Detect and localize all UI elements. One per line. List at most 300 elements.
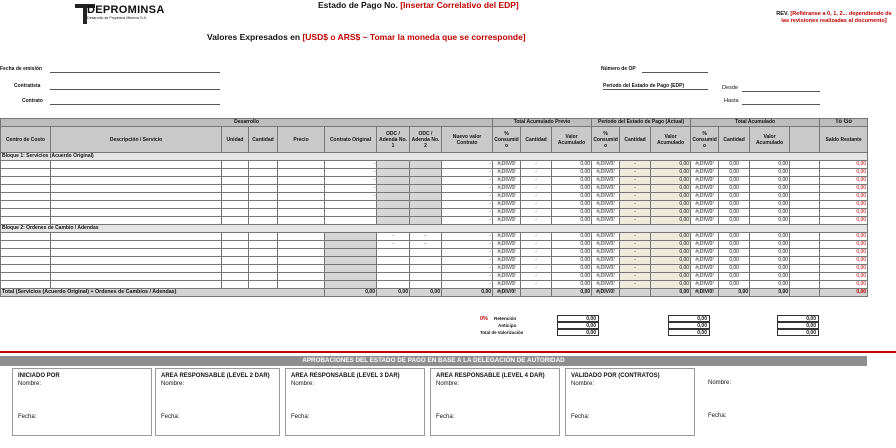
table-cell[interactable]: 0,00 bbox=[719, 193, 750, 201]
table-cell[interactable] bbox=[278, 169, 325, 177]
table-cell[interactable] bbox=[278, 185, 325, 193]
table-cell[interactable]: #¡DIV/0! bbox=[592, 185, 620, 193]
table-cell[interactable] bbox=[1, 169, 51, 177]
table-cell[interactable]: - bbox=[521, 161, 552, 169]
table-cell[interactable]: #¡DIV/0! bbox=[592, 177, 620, 185]
table-cell[interactable] bbox=[1, 201, 51, 209]
table-cell[interactable] bbox=[51, 281, 222, 289]
table-cell[interactable] bbox=[249, 217, 278, 225]
table-cell[interactable]: #¡DIV/0! bbox=[493, 193, 521, 201]
table-cell[interactable]: #¡DIV/0! bbox=[592, 257, 620, 265]
table-cell[interactable]: 0,00 bbox=[820, 161, 868, 169]
table-cell[interactable]: #¡DIV/0! bbox=[592, 209, 620, 217]
table-cell[interactable]: 0,00 bbox=[750, 265, 790, 273]
table-cell[interactable]: 0,00 bbox=[719, 257, 750, 265]
table-cell[interactable]: - bbox=[521, 273, 552, 281]
table-cell[interactable] bbox=[249, 177, 278, 185]
table-cell[interactable] bbox=[51, 161, 222, 169]
table-cell[interactable] bbox=[1, 161, 51, 169]
table-cell[interactable]: #¡DIV/0! bbox=[592, 233, 620, 241]
table-cell[interactable] bbox=[222, 249, 249, 257]
periodo-field[interactable] bbox=[603, 89, 708, 90]
table-cell[interactable]: #¡DIV/0! bbox=[592, 265, 620, 273]
table-cell[interactable] bbox=[1, 185, 51, 193]
table-cell[interactable]: 0,00 bbox=[719, 281, 750, 289]
table-cell[interactable]: - bbox=[620, 241, 651, 249]
table-cell[interactable]: 0,00 bbox=[651, 241, 691, 249]
table-cell[interactable]: #¡DIV/0! bbox=[691, 177, 719, 185]
table-cell[interactable] bbox=[325, 241, 377, 249]
table-cell[interactable]: 0,00 bbox=[552, 201, 592, 209]
table-cell[interactable] bbox=[249, 249, 278, 257]
table-cell[interactable] bbox=[410, 193, 442, 201]
table-cell[interactable]: #¡DIV/0! bbox=[691, 169, 719, 177]
table-cell[interactable] bbox=[278, 217, 325, 225]
table-cell[interactable] bbox=[278, 265, 325, 273]
table-cell[interactable]: #¡DIV/0! bbox=[493, 265, 521, 273]
table-cell[interactable]: 0,00 bbox=[552, 249, 592, 257]
table-cell[interactable] bbox=[51, 169, 222, 177]
table-cell[interactable] bbox=[1, 233, 51, 241]
table-cell[interactable]: - bbox=[325, 161, 377, 169]
table-cell[interactable] bbox=[377, 193, 410, 201]
table-cell[interactable] bbox=[278, 193, 325, 201]
table-cell[interactable]: 0,00 bbox=[651, 193, 691, 201]
table-cell[interactable]: - bbox=[521, 265, 552, 273]
table-cell[interactable]: - bbox=[620, 169, 651, 177]
table-cell[interactable] bbox=[410, 217, 442, 225]
table-cell[interactable]: #¡DIV/0! bbox=[493, 169, 521, 177]
table-cell[interactable]: - bbox=[521, 193, 552, 201]
table-cell[interactable]: - bbox=[442, 273, 493, 281]
table-cell[interactable]: #¡DIV/0! bbox=[592, 249, 620, 257]
table-cell[interactable]: 0,00 bbox=[750, 201, 790, 209]
fecha-emision-field[interactable] bbox=[50, 72, 220, 73]
table-cell[interactable] bbox=[790, 249, 820, 257]
table-cell[interactable] bbox=[790, 233, 820, 241]
table-cell[interactable] bbox=[222, 169, 249, 177]
table-cell[interactable]: #¡DIV/0! bbox=[493, 161, 521, 169]
table-cell[interactable]: #¡DIV/0! bbox=[493, 201, 521, 209]
table-cell[interactable]: 0,00 bbox=[820, 185, 868, 193]
table-cell[interactable]: - bbox=[410, 233, 442, 241]
table-cell[interactable] bbox=[249, 169, 278, 177]
table-cell[interactable]: #¡DIV/0! bbox=[691, 265, 719, 273]
table-cell[interactable] bbox=[222, 281, 249, 289]
table-cell[interactable] bbox=[278, 273, 325, 281]
table-cell[interactable]: - bbox=[325, 193, 377, 201]
table-cell[interactable] bbox=[325, 249, 377, 257]
table-cell[interactable]: 0,00 bbox=[750, 241, 790, 249]
table-cell[interactable]: 0,00 bbox=[750, 273, 790, 281]
table-cell[interactable] bbox=[790, 161, 820, 169]
table-cell[interactable] bbox=[51, 209, 222, 217]
table-cell[interactable]: #¡DIV/0! bbox=[691, 249, 719, 257]
table-cell[interactable]: #¡DIV/0! bbox=[493, 233, 521, 241]
table-cell[interactable]: 0,00 bbox=[820, 209, 868, 217]
table-cell[interactable] bbox=[51, 265, 222, 273]
table-cell[interactable] bbox=[410, 169, 442, 177]
table-cell[interactable]: 0,00 bbox=[820, 265, 868, 273]
table-cell[interactable]: #¡DIV/0! bbox=[691, 201, 719, 209]
table-cell[interactable]: 0,00 bbox=[820, 201, 868, 209]
table-cell[interactable]: 0,00 bbox=[552, 185, 592, 193]
table-cell[interactable]: 0,00 bbox=[719, 161, 750, 169]
table-cell[interactable]: - bbox=[325, 185, 377, 193]
table-cell[interactable] bbox=[1, 193, 51, 201]
table-cell[interactable]: 0,00 bbox=[750, 217, 790, 225]
table-cell[interactable]: - bbox=[620, 161, 651, 169]
table-cell[interactable]: - bbox=[410, 241, 442, 249]
table-cell[interactable] bbox=[410, 177, 442, 185]
table-cell[interactable]: - bbox=[521, 249, 552, 257]
table-cell[interactable]: 0,00 bbox=[719, 209, 750, 217]
table-cell[interactable]: - bbox=[521, 209, 552, 217]
table-cell[interactable]: 0,00 bbox=[719, 249, 750, 257]
table-cell[interactable]: #¡DIV/0! bbox=[493, 177, 521, 185]
table-cell[interactable]: - bbox=[620, 233, 651, 241]
table-cell[interactable]: 0,00 bbox=[552, 169, 592, 177]
table-cell[interactable]: - bbox=[377, 241, 410, 249]
table-cell[interactable]: - bbox=[620, 217, 651, 225]
table-cell[interactable] bbox=[410, 185, 442, 193]
table-cell[interactable]: 0,00 bbox=[552, 281, 592, 289]
table-cell[interactable]: 0,00 bbox=[719, 241, 750, 249]
table-cell[interactable] bbox=[377, 169, 410, 177]
table-cell[interactable] bbox=[51, 257, 222, 265]
table-cell[interactable] bbox=[790, 169, 820, 177]
table-cell[interactable]: 0,00 bbox=[552, 241, 592, 249]
table-cell[interactable]: 0,00 bbox=[552, 177, 592, 185]
table-cell[interactable] bbox=[222, 233, 249, 241]
table-cell[interactable]: 0,00 bbox=[651, 169, 691, 177]
table-cell[interactable]: - bbox=[620, 209, 651, 217]
table-cell[interactable]: 0,00 bbox=[651, 185, 691, 193]
table-cell[interactable]: 0,00 bbox=[651, 249, 691, 257]
table-cell[interactable] bbox=[249, 241, 278, 249]
table-cell[interactable]: 0,00 bbox=[719, 217, 750, 225]
table-cell[interactable]: #¡DIV/0! bbox=[493, 281, 521, 289]
table-cell[interactable] bbox=[222, 217, 249, 225]
table-cell[interactable]: - bbox=[620, 193, 651, 201]
table-cell[interactable]: #¡DIV/0! bbox=[493, 217, 521, 225]
table-cell[interactable]: 0,00 bbox=[552, 209, 592, 217]
table-cell[interactable] bbox=[1, 265, 51, 273]
table-cell[interactable] bbox=[1, 241, 51, 249]
table-cell[interactable]: 0,00 bbox=[820, 217, 868, 225]
table-cell[interactable] bbox=[790, 217, 820, 225]
table-cell[interactable]: #¡DIV/0! bbox=[691, 233, 719, 241]
table-cell[interactable] bbox=[278, 201, 325, 209]
table-cell[interactable]: - bbox=[521, 177, 552, 185]
table-cell[interactable]: 0,00 bbox=[552, 257, 592, 265]
table-cell[interactable]: 0,00 bbox=[750, 249, 790, 257]
approval-box[interactable] bbox=[12, 368, 152, 436]
table-cell[interactable]: 0,00 bbox=[651, 265, 691, 273]
table-cell[interactable] bbox=[1, 257, 51, 265]
table-cell[interactable]: - bbox=[620, 257, 651, 265]
table-cell[interactable]: 0,00 bbox=[719, 169, 750, 177]
table-cell[interactable]: #¡DIV/0! bbox=[691, 241, 719, 249]
table-cell[interactable] bbox=[1, 177, 51, 185]
table-cell[interactable]: - bbox=[442, 241, 493, 249]
table-cell[interactable]: - bbox=[620, 185, 651, 193]
desde-field[interactable] bbox=[742, 91, 820, 92]
table-cell[interactable] bbox=[790, 257, 820, 265]
table-cell[interactable] bbox=[51, 193, 222, 201]
table-cell[interactable]: #¡DIV/0! bbox=[592, 201, 620, 209]
table-cell[interactable]: 0,00 bbox=[820, 177, 868, 185]
table-cell[interactable] bbox=[790, 177, 820, 185]
table-cell[interactable]: 0,00 bbox=[552, 193, 592, 201]
table-cell[interactable] bbox=[51, 217, 222, 225]
table-cell[interactable]: 0,00 bbox=[820, 233, 868, 241]
table-cell[interactable]: - bbox=[442, 209, 493, 217]
table-cell[interactable]: - bbox=[521, 233, 552, 241]
table-cell[interactable]: - bbox=[521, 169, 552, 177]
table-cell[interactable] bbox=[325, 281, 377, 289]
table-cell[interactable] bbox=[325, 209, 377, 217]
table-cell[interactable] bbox=[1, 281, 51, 289]
table-cell[interactable] bbox=[790, 265, 820, 273]
table-cell[interactable] bbox=[790, 185, 820, 193]
contratista-field[interactable] bbox=[50, 89, 220, 90]
table-cell[interactable]: 0,00 bbox=[651, 217, 691, 225]
table-cell[interactable] bbox=[51, 233, 222, 241]
table-cell[interactable] bbox=[249, 161, 278, 169]
table-cell[interactable] bbox=[249, 209, 278, 217]
table-cell[interactable]: 0,00 bbox=[651, 233, 691, 241]
table-cell[interactable]: - bbox=[521, 241, 552, 249]
table-cell[interactable] bbox=[410, 273, 442, 281]
table-cell[interactable]: #¡DIV/0! bbox=[592, 273, 620, 281]
table-cell[interactable] bbox=[278, 249, 325, 257]
table-cell[interactable] bbox=[278, 161, 325, 169]
table-cell[interactable]: 0,00 bbox=[750, 169, 790, 177]
table-cell[interactable]: - bbox=[442, 177, 493, 185]
table-cell[interactable] bbox=[278, 209, 325, 217]
table-cell[interactable] bbox=[1, 249, 51, 257]
table-cell[interactable]: - bbox=[442, 217, 493, 225]
table-cell[interactable] bbox=[410, 257, 442, 265]
table-cell[interactable] bbox=[249, 281, 278, 289]
table-cell[interactable] bbox=[410, 249, 442, 257]
table-cell[interactable]: #¡DIV/0! bbox=[691, 161, 719, 169]
table-cell[interactable]: - bbox=[620, 249, 651, 257]
table-cell[interactable] bbox=[325, 273, 377, 281]
table-cell[interactable] bbox=[1, 273, 51, 281]
table-cell[interactable]: 0,00 bbox=[651, 273, 691, 281]
table-cell[interactable] bbox=[325, 201, 377, 209]
table-cell[interactable]: 0,00 bbox=[750, 209, 790, 217]
table-cell[interactable] bbox=[790, 201, 820, 209]
table-cell[interactable]: 0,00 bbox=[820, 241, 868, 249]
table-cell[interactable]: #¡DIV/0! bbox=[493, 241, 521, 249]
table-cell[interactable] bbox=[377, 185, 410, 193]
table-cell[interactable] bbox=[790, 209, 820, 217]
table-cell[interactable]: 0,00 bbox=[552, 217, 592, 225]
table-cell[interactable] bbox=[51, 185, 222, 193]
table-cell[interactable]: 0,00 bbox=[719, 177, 750, 185]
table-cell[interactable] bbox=[222, 201, 249, 209]
table-cell[interactable] bbox=[1, 209, 51, 217]
table-cell[interactable]: #¡DIV/0! bbox=[592, 241, 620, 249]
table-cell[interactable] bbox=[249, 265, 278, 273]
table-cell[interactable]: #¡DIV/0! bbox=[691, 257, 719, 265]
table-cell[interactable]: #¡DIV/0! bbox=[592, 161, 620, 169]
table-cell[interactable]: - bbox=[620, 265, 651, 273]
table-cell[interactable]: 0,00 bbox=[651, 209, 691, 217]
table-cell[interactable]: #¡DIV/0! bbox=[493, 257, 521, 265]
table-cell[interactable] bbox=[410, 209, 442, 217]
table-cell[interactable] bbox=[51, 201, 222, 209]
table-cell[interactable]: - bbox=[325, 169, 377, 177]
table-cell[interactable] bbox=[325, 257, 377, 265]
table-cell[interactable] bbox=[249, 201, 278, 209]
table-cell[interactable]: 0,00 bbox=[651, 281, 691, 289]
table-cell[interactable] bbox=[222, 273, 249, 281]
table-cell[interactable]: #¡DIV/0! bbox=[493, 209, 521, 217]
table-cell[interactable] bbox=[278, 233, 325, 241]
table-cell[interactable] bbox=[249, 193, 278, 201]
table-cell[interactable]: 0,00 bbox=[750, 233, 790, 241]
table-cell[interactable]: #¡DIV/0! bbox=[493, 273, 521, 281]
table-cell[interactable]: 0,00 bbox=[820, 273, 868, 281]
table-cell[interactable] bbox=[377, 177, 410, 185]
approval-box[interactable] bbox=[430, 368, 560, 436]
table-cell[interactable]: - bbox=[442, 193, 493, 201]
table-cell[interactable]: #¡DIV/0! bbox=[691, 209, 719, 217]
table-cell[interactable] bbox=[377, 281, 410, 289]
table-cell[interactable]: - bbox=[442, 265, 493, 273]
table-cell[interactable] bbox=[377, 209, 410, 217]
contrato-field[interactable] bbox=[50, 104, 220, 105]
table-cell[interactable]: 0,00 bbox=[820, 281, 868, 289]
hasta-field[interactable] bbox=[742, 104, 820, 105]
numero-op-field[interactable] bbox=[642, 72, 708, 73]
table-cell[interactable]: #¡DIV/0! bbox=[691, 273, 719, 281]
table-cell[interactable] bbox=[377, 161, 410, 169]
table-cell[interactable] bbox=[222, 209, 249, 217]
table-cell[interactable] bbox=[377, 201, 410, 209]
table-cell[interactable]: 0,00 bbox=[750, 193, 790, 201]
table-cell[interactable]: 0,00 bbox=[651, 177, 691, 185]
table-cell[interactable] bbox=[325, 217, 377, 225]
table-cell[interactable]: 0,00 bbox=[750, 161, 790, 169]
table-cell[interactable] bbox=[222, 265, 249, 273]
table-cell[interactable] bbox=[325, 233, 377, 241]
table-cell[interactable]: #¡DIV/0! bbox=[691, 281, 719, 289]
table-cell[interactable]: 0,00 bbox=[719, 265, 750, 273]
table-cell[interactable]: 0,00 bbox=[552, 265, 592, 273]
table-cell[interactable]: - bbox=[442, 249, 493, 257]
table-cell[interactable] bbox=[51, 273, 222, 281]
table-cell[interactable] bbox=[51, 177, 222, 185]
table-cell[interactable] bbox=[410, 201, 442, 209]
table-cell[interactable]: 0,00 bbox=[820, 193, 868, 201]
table-cell[interactable] bbox=[410, 265, 442, 273]
table-cell[interactable] bbox=[377, 217, 410, 225]
table-cell[interactable]: 0,00 bbox=[552, 273, 592, 281]
table-cell[interactable] bbox=[222, 241, 249, 249]
table-cell[interactable]: #¡DIV/0! bbox=[592, 169, 620, 177]
table-cell[interactable]: - bbox=[521, 201, 552, 209]
approval-box[interactable] bbox=[285, 368, 425, 436]
table-cell[interactable]: - bbox=[442, 169, 493, 177]
table-cell[interactable]: #¡DIV/0! bbox=[691, 193, 719, 201]
table-cell[interactable]: 0,00 bbox=[552, 233, 592, 241]
approval-box[interactable] bbox=[703, 368, 867, 436]
table-cell[interactable] bbox=[222, 177, 249, 185]
table-cell[interactable]: #¡DIV/0! bbox=[592, 193, 620, 201]
table-cell[interactable]: 0,00 bbox=[820, 169, 868, 177]
table-cell[interactable]: - bbox=[521, 217, 552, 225]
table-cell[interactable] bbox=[377, 265, 410, 273]
table-cell[interactable] bbox=[278, 241, 325, 249]
table-cell[interactable]: 0,00 bbox=[651, 201, 691, 209]
table-cell[interactable]: - bbox=[442, 233, 493, 241]
table-cell[interactable] bbox=[222, 257, 249, 265]
table-cell[interactable]: - bbox=[442, 257, 493, 265]
table-cell[interactable] bbox=[222, 161, 249, 169]
table-cell[interactable]: 0,00 bbox=[750, 281, 790, 289]
table-cell[interactable]: #¡DIV/0! bbox=[691, 217, 719, 225]
table-cell[interactable]: 0,00 bbox=[750, 257, 790, 265]
table-cell[interactable] bbox=[51, 241, 222, 249]
table-cell[interactable] bbox=[790, 281, 820, 289]
table-cell[interactable] bbox=[790, 241, 820, 249]
table-cell[interactable]: - bbox=[377, 233, 410, 241]
table-cell[interactable]: #¡DIV/0! bbox=[592, 281, 620, 289]
table-cell[interactable] bbox=[249, 273, 278, 281]
table-cell[interactable]: 0,00 bbox=[750, 185, 790, 193]
table-cell[interactable]: - bbox=[325, 177, 377, 185]
table-cell[interactable] bbox=[410, 281, 442, 289]
table-cell[interactable]: 0,00 bbox=[719, 233, 750, 241]
approval-box[interactable] bbox=[155, 368, 280, 436]
table-cell[interactable] bbox=[278, 281, 325, 289]
table-cell[interactable]: - bbox=[620, 281, 651, 289]
table-cell[interactable]: 0,00 bbox=[651, 257, 691, 265]
table-cell[interactable]: - bbox=[442, 185, 493, 193]
table-cell[interactable]: 0,00 bbox=[552, 161, 592, 169]
table-cell[interactable]: 0,00 bbox=[820, 257, 868, 265]
table-cell[interactable] bbox=[51, 249, 222, 257]
table-cell[interactable]: - bbox=[521, 185, 552, 193]
approval-box[interactable] bbox=[565, 368, 695, 436]
table-cell[interactable] bbox=[222, 185, 249, 193]
table-cell[interactable] bbox=[377, 249, 410, 257]
table-cell[interactable] bbox=[249, 185, 278, 193]
table-cell[interactable]: 0,00 bbox=[750, 177, 790, 185]
table-cell[interactable] bbox=[278, 177, 325, 185]
table-cell[interactable]: - bbox=[521, 257, 552, 265]
table-cell[interactable] bbox=[325, 265, 377, 273]
table-cell[interactable] bbox=[410, 161, 442, 169]
table-cell[interactable] bbox=[1, 217, 51, 225]
table-cell[interactable]: - bbox=[521, 281, 552, 289]
table-cell[interactable] bbox=[249, 233, 278, 241]
table-cell[interactable]: #¡DIV/0! bbox=[493, 185, 521, 193]
table-cell[interactable]: - bbox=[620, 273, 651, 281]
table-cell[interactable]: 0,00 bbox=[651, 161, 691, 169]
table-cell[interactable]: 0,00 bbox=[719, 201, 750, 209]
table-cell[interactable]: - bbox=[620, 177, 651, 185]
table-cell[interactable] bbox=[790, 273, 820, 281]
table-cell[interactable]: 0,00 bbox=[719, 273, 750, 281]
table-cell[interactable]: - bbox=[620, 201, 651, 209]
table-cell[interactable]: #¡DIV/0! bbox=[691, 185, 719, 193]
